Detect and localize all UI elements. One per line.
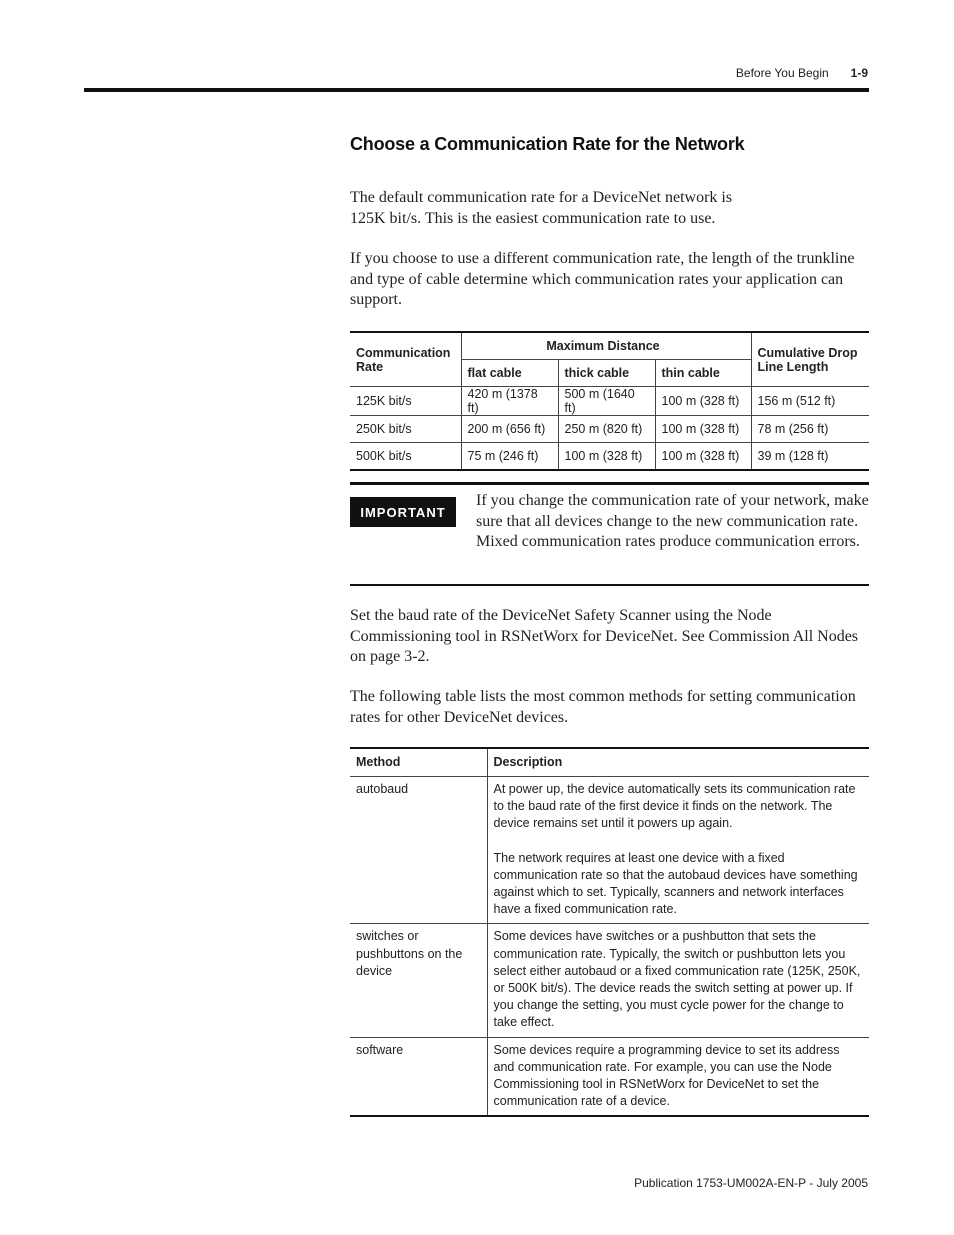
header-description: Description <box>487 748 869 777</box>
paragraph-default-rate-line2: 125K bit/s. This is the easiest communication rate to use. <box>350 209 716 227</box>
important-text: If you change the communication rate of your network, make sure that all devices change to the new communication rate. Mixed communication rates produce communication errors. <box>476 492 869 550</box>
cell-flat: 200 m (656 ft) <box>461 416 558 443</box>
description-paragraph: The network requires at least one device with a fixed communication rate so that the autobaud devices have something against which to set. Typically, scanners and network interfaces have a fixed communication rate. <box>493 850 858 917</box>
header-page-number: 1-9 <box>850 66 868 80</box>
section-title: Choose a Communication Rate for the Network <box>350 134 745 154</box>
important-top-rule <box>350 482 869 485</box>
description-paragraph: At power up, the device automatically sets its communication rate to the baud rate of the first device it finds on the network. The device remains set until it powers up again. <box>493 782 856 831</box>
header-rule <box>84 88 869 92</box>
table-row <box>350 777 869 924</box>
cell-description: Some devices have switches or a pushbutton that sets the communication rate. Typically, the switch or pushbutton lets you select either autobaud or a fixed communication rate (125K, 250K, or 500K bit/s). The device reads the switch setting at power up. If you change the setting, you must cycle power for the change to take effect. <box>487 924 869 1037</box>
cell-rate: 500K bit/s <box>350 443 461 471</box>
table-row <box>350 416 869 443</box>
cell-thin: 100 m (328 ft) <box>655 416 751 443</box>
cell-method: autobaud <box>350 777 487 924</box>
cell-thin: 100 m (328 ft) <box>655 443 751 471</box>
important-bottom-rule <box>350 584 869 586</box>
cell-description <box>487 777 869 924</box>
cell-description: Some devices require a programming device to set its address and communication rate. For example, you can use the Node Commissioning tool in RSNetWorx for DeviceNet to set the communication rate of a device. <box>487 1037 869 1116</box>
table-row <box>350 443 869 471</box>
table-row <box>350 924 869 1037</box>
cell-method: software <box>350 1037 487 1116</box>
table-row <box>350 387 869 416</box>
cell-method: switches or pushbuttons on the device <box>350 924 487 1037</box>
header-section-title: Before You Begin <box>735 66 829 80</box>
important-badge: IMPORTANT <box>350 497 456 527</box>
methods-table <box>350 747 869 1117</box>
cell-drop: 78 m (256 ft) <box>751 416 869 443</box>
cell-thick: 100 m (328 ft) <box>558 443 655 471</box>
header-cumulative-drop: Cumulative Drop Line Length <box>751 332 869 387</box>
publication-footer: Publication 1753-UM002A-EN-P - July 2005 <box>634 1176 868 1190</box>
paragraph-methods-intro: The following table lists the most common methods for setting communication rates for other DeviceNet devices. <box>350 688 856 726</box>
header-communication-rate: Communication Rate <box>356 345 451 374</box>
paragraph-baud-rate: Set the baud rate of the DeviceNet Safety Scanner using the Node Commissioning tool in RSNetWorx for DeviceNet. See Commission All Nodes on page 3-2. <box>350 607 859 665</box>
running-header <box>736 66 868 80</box>
communication-rate-table <box>350 331 869 471</box>
header-flat-cable: flat cable <box>461 360 558 387</box>
table-row <box>350 1037 869 1116</box>
cell-thick: 250 m (820 ft) <box>558 416 655 443</box>
cell-rate: 125K bit/s <box>350 387 461 416</box>
cell-drop: 39 m (128 ft) <box>751 443 869 471</box>
cell-flat: 75 m (246 ft) <box>461 443 558 471</box>
cell-drop: 156 m (512 ft) <box>751 387 869 416</box>
cell-rate: 250K bit/s <box>350 416 461 443</box>
header-thin-cable: thin cable <box>655 360 751 387</box>
paragraph-different-rate: If you choose to use a different communication rate, the length of the trunkline and type of cable determine which communication rates your application can support. <box>350 250 855 308</box>
cell-thick: 500 m (1640 ft) <box>558 387 655 416</box>
header-maximum-distance: Maximum Distance <box>461 332 751 360</box>
header-thick-cable: thick cable <box>558 360 655 387</box>
paragraph-default-rate <box>350 188 869 229</box>
paragraph-default-rate-line1: The default communication rate for a DeviceNet network is <box>350 189 733 206</box>
cell-flat: 420 m (1378 ft) <box>461 387 558 416</box>
cell-thin: 100 m (328 ft) <box>655 387 751 416</box>
header-method: Method <box>356 754 401 769</box>
